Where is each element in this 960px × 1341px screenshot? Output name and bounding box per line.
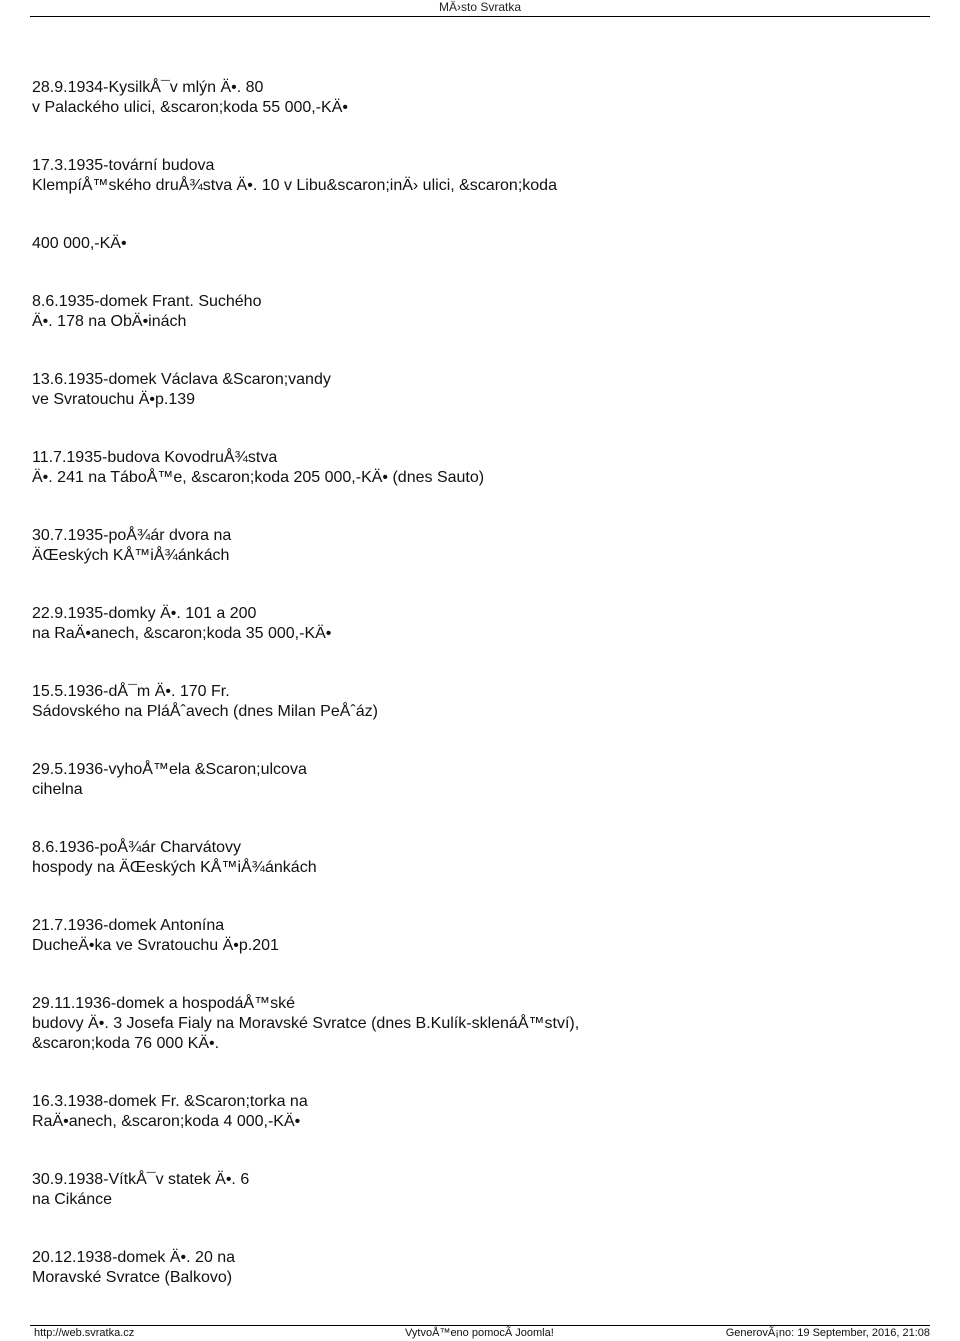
entry-line: Ä•. 178 na ObÄ•inách (32, 313, 187, 330)
entry-line: hospody na ÄŒeských KÅ™iÅ¾ánkách (32, 859, 317, 876)
list-item (32, 838, 932, 878)
entry-line: 29.5.1936-vyhoÅ™ela &Scaron;ulcova (32, 761, 307, 778)
entry-line: 20.12.1938-domek Ä•. 20 na (32, 1249, 236, 1266)
footer-divider (30, 1325, 930, 1326)
header-divider (30, 16, 930, 17)
list-item (32, 78, 932, 118)
entry-line: 15.5.1936-dÅ¯m Ä•. 170 Fr. (32, 683, 230, 700)
list-item (32, 1092, 932, 1132)
entry-line: DucheÄ•ka ve Svratouchu Ä•p.201 (32, 937, 279, 954)
entry-line: 13.6.1935-domek Václava &Scaron;vandy (32, 371, 331, 388)
list-item (32, 916, 932, 956)
entry-line: na RaÄ•anech, &scaron;koda 35 000,-KÄ• (32, 625, 332, 642)
list-item (32, 760, 932, 800)
list-item (32, 604, 932, 644)
entry-line: 30.9.1938-VítkÅ¯v statek Ä•. 6 (32, 1171, 250, 1188)
footer-url: http://web.svratka.cz (34, 1327, 135, 1339)
entry-line: na Cikánce (32, 1191, 113, 1208)
list-item (32, 682, 932, 722)
entry-line: Moravské Svratce (Balkovo) (32, 1269, 233, 1286)
fire-chronicle-list (32, 78, 932, 1326)
entry-line: v Palackého ulici, &scaron;koda 55 000,-KÄ• (32, 99, 348, 116)
entry-line: budovy Ä•. 3 Josefa Fialy na Moravské Svratce (dnes B.Kulík-sklenáÅ™ství), (32, 1015, 580, 1032)
entry-line: 29.11.1936-domek a hospodáÅ™ské (32, 995, 295, 1012)
page-header (0, 0, 960, 14)
list-item (32, 156, 932, 254)
list-item (32, 370, 932, 410)
entry-line: 16.3.1938-domek Fr. &Scaron;torka na (32, 1093, 308, 1110)
entry-line: 8.6.1935-domek Frant. Suchého (32, 293, 262, 310)
entry-line: 400 000,-KÄ• (32, 235, 127, 252)
entry-line: 28.9.1934-KysilkÅ¯v mlýn Ä•. 80 (32, 79, 264, 96)
list-item (32, 448, 932, 488)
entry-line: KlempíÅ™ského druÅ¾stva Ä•. 10 v Libu&scaron;inÄ› ulici, &scaron;koda (32, 177, 557, 194)
entry-line: ve Svratouchu Ä•p.139 (32, 391, 196, 408)
entry-line: Sádovského na PláÅˆavech (dnes Milan PeÅˆáz) (32, 703, 378, 720)
entry-line: &scaron;koda 76 000 KÄ•. (32, 1035, 220, 1052)
entry-line: 22.9.1935-domky Ä•. 101 a 200 (32, 605, 257, 622)
list-item (32, 1170, 932, 1210)
site-title: MÄ›sto Svratka (438, 0, 522, 14)
footer-created-with: VytvoÅ™eno pomocÃ Joomla! (405, 1327, 554, 1339)
list-item (32, 1248, 932, 1288)
page-footer (34, 1327, 930, 1341)
list-item (32, 292, 932, 332)
entry-line: 21.7.1936-domek Antonína (32, 917, 225, 934)
footer-generated: GenerovÃ¡no: 19 September, 2016, 21:08 (725, 1327, 930, 1339)
list-item (32, 526, 932, 566)
entry-line: cihelna (32, 781, 83, 798)
list-item (32, 994, 932, 1054)
entry-line: ÄŒeských KÅ™iÅ¾ánkách (32, 547, 230, 564)
entry-line: RaÄ•anech, &scaron;koda 4 000,-KÄ• (32, 1113, 301, 1130)
entry-line: 11.7.1935-budova KovodruÅ¾stva (32, 449, 278, 466)
entry-line: 17.3.1935-tovární budova (32, 157, 215, 174)
entry-line: 30.7.1935-poÅ¾ár dvora na (32, 527, 232, 544)
entry-line: 8.6.1936-poÅ¾ár Charvátovy (32, 839, 242, 856)
entry-line: Ä•. 241 na TáboÅ™e, &scaron;koda 205 000,-KÄ• (dnes Sauto) (32, 469, 485, 486)
